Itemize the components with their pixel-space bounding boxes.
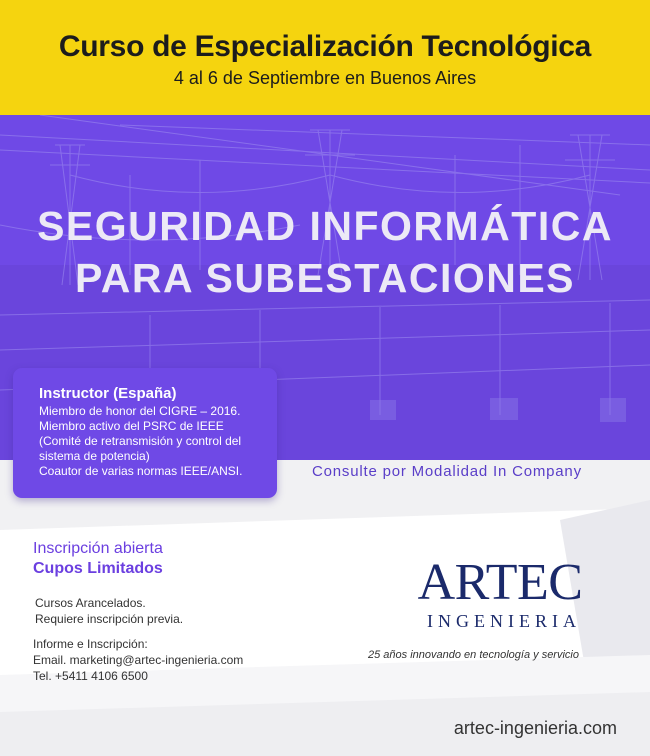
instructor-line: (Comité de retransmisión y control del xyxy=(39,434,242,448)
contact-info xyxy=(33,636,243,684)
course-notes xyxy=(35,595,183,627)
note-line: Requiere inscripción previa. xyxy=(35,612,184,626)
course-dates: 4 al 6 de Septiembre en Buenos Aires xyxy=(173,68,477,88)
logo-wordmark: ARTEC xyxy=(417,554,583,611)
contact-email[interactable]: Email. marketing@artec-ingenieria.com xyxy=(33,653,244,667)
header-banner xyxy=(0,0,650,115)
limited-seats: Cupos Limitados xyxy=(33,560,163,577)
instructor-line: Miembro activo del PSRC de IEEE xyxy=(39,419,224,433)
course-title: Curso de Especialización Tecnológica xyxy=(58,30,592,63)
website-link[interactable]: artec-ingenieria.com xyxy=(453,718,617,738)
instructor-title: Instructor (España) xyxy=(39,385,177,402)
contact-phone[interactable]: Tel. +5411 4106 6500 xyxy=(33,669,148,683)
registration-open: Inscripción abierta xyxy=(33,540,163,557)
hero-title-line-1: SEGURIDAD INFORMÁTICA xyxy=(37,203,613,249)
hero-title xyxy=(0,200,650,304)
in-company-note: Consulte por Modalidad In Company xyxy=(312,463,582,480)
instructor-card xyxy=(13,368,277,498)
hero-title-line-2: PARA SUBESTACIONES xyxy=(74,255,576,301)
instructor-line: Coautor de varias normas IEEE/ANSI. xyxy=(39,464,243,478)
note-line: Cursos Arancelados. xyxy=(35,596,146,610)
instructor-line: sistema de potencia) xyxy=(39,449,150,463)
logo-tagline: 25 años innovando en tecnología y servicio xyxy=(368,649,579,661)
contact-heading: Informe e Inscripción: xyxy=(33,637,148,651)
artec-logo xyxy=(405,554,595,632)
logo-subtitle: INGENIERIA xyxy=(427,611,581,631)
instructor-line: Miembro de honor del CIGRE – 2016. xyxy=(39,404,241,418)
